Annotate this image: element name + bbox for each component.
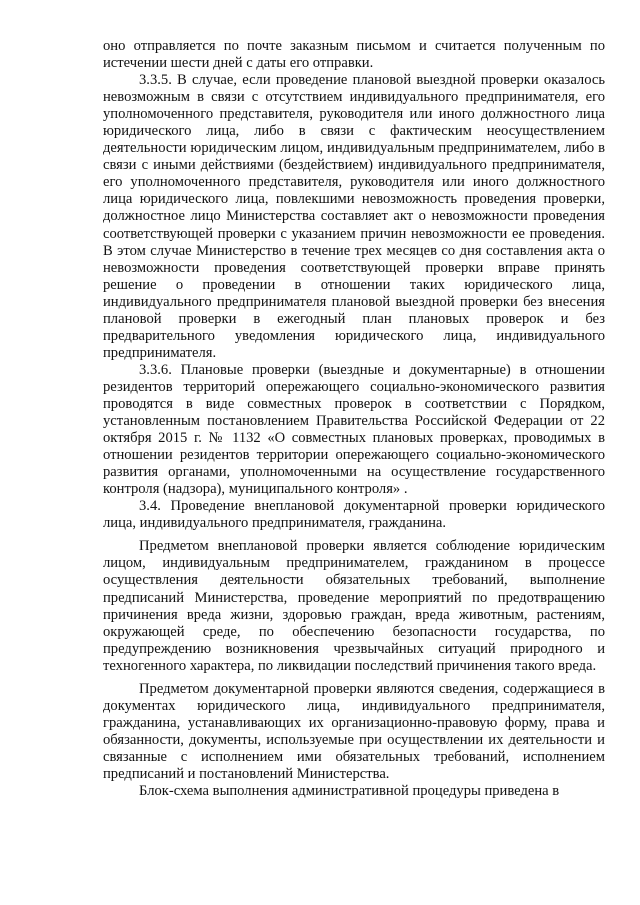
- paragraph-3-3-5: 3.3.5. В случае, если проведение плановой выездной проверки оказалось невозможным в связи с отсутствием индивидуального предпринимателя, его уполномоченного представителя, руководителя или иного должностного лица юридического лица, либо в связи с фактическим неосуществлением деятельности юридическим лицом, индивидуальным предпринимателем, либо в связи с иными действиями (бездействием) индивидуального предпринимателя, его уполномоченного представителя, руководителя или иного должностного лица юридического лица, повлекшими невозможность проведения проверки, должностное лицо Министерства составляет акт о невозможности проведения соответствующей проверки с указанием причин невозможности ее проведения. В этом случае Министерство в течение трех месяцев со дня составления акта о невозможности проведения соответствующей проверки вправе принять решение о проведении в отношении таких юридического лица, индивидуального предпринимателя плановой выездной проверки без внесения плановой проверки в ежегодный план плановых проверок и без предварительного уведомления юридического лица, индивидуального предпринимателя.: [103, 72, 605, 361]
- paragraph-3-3-6: 3.3.6. Плановые проверки (выездные и документарные) в отношении резидентов территорий опережающего социально-экономического развития проводятся в виде совместных проверок в соответствии с Порядком, установленным постановлением Правительства Российской Федерации от 22 октября 2015 г. № 1132 «О совместных плановых проверках, проводимых в отношении резидентов территории опережающего социально-экономического развития органами, уполномоченными на осуществление государственного контроля (надзора), муниципального контроля» .: [103, 361, 605, 498]
- paragraph-continuation: оно отправляется по почте заказным письмом и считается полученным по истечении шести дней с даты его отправки.: [103, 38, 605, 72]
- paragraph-unscheduled-subject: Предметом внеплановой проверки является соблюдение юридическим лицом, индивидуальным предпринимателем, гражданином в процессе осуществления деятельности обязательных требований, выполнение предписаний Министерства, проведение мероприятий по предотвращению причинения вреда жизни, здоровью граждан, вреда животным, растениям, окружающей среде, по обеспечению безопасности государства, по предупреждению возникновения чрезвычайных ситуаций природного и техногенного характера, по ликвидации последствий причинения такого вреда.: [103, 538, 605, 674]
- paragraph-block-scheme: Блок-схема выполнения административной процедуры приведена в: [139, 783, 560, 800]
- paragraph-documentary-subject: Предметом документарной проверки являются сведения, содержащиеся в документах юридического лица, индивидуального предпринимателя, гражданина, устанавливающих их организационно-правовую форму, права и обязанности, документы, используемые при осуществлении их деятельности и связанные с исполнением ими обязательных требований, исполнением предписаний и постановлений Министерства.: [103, 680, 605, 782]
- paragraph-3-4: 3.4. Проведение внеплановой документарной проверки юридического лица, индивидуального предпринимателя, гражданина.: [103, 498, 605, 532]
- document-page: [103, 38, 605, 800]
